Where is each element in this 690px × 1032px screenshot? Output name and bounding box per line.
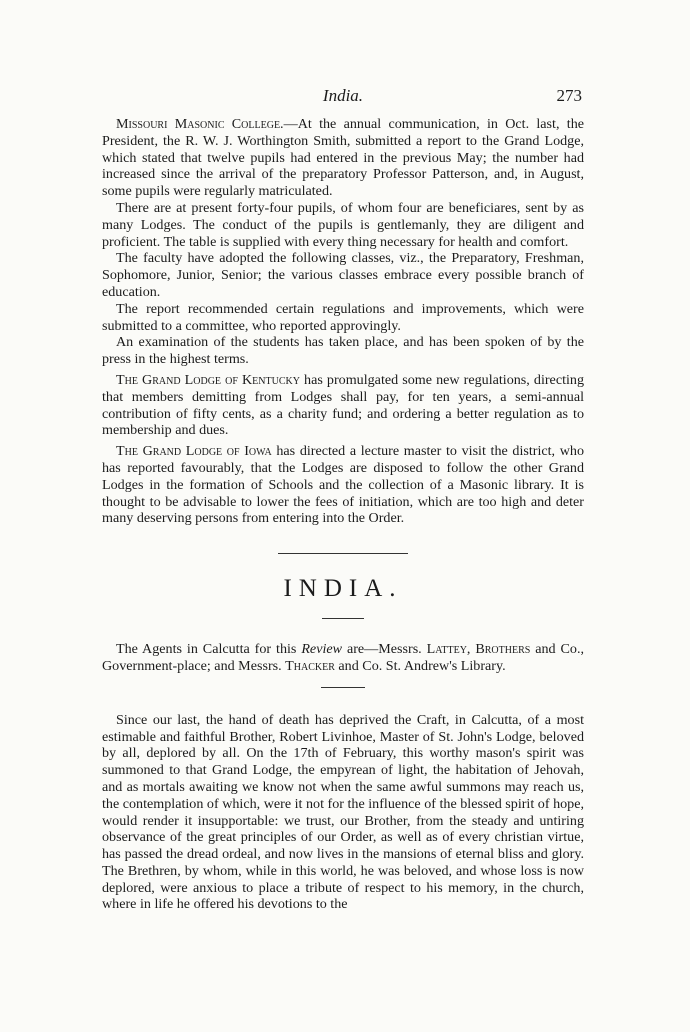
note-paragraph [102, 116, 584, 200]
obituary-paragraph: Since our last, the hand of death has deprived the Craft, in Calcutta, of a most estimable and faithful Brother, Robert Livinhoe, Master of St. John's Lodge, beloved by all, deplored by all. On the 17th of February, this worthy mason's spirit was summoned to that Grand Lodge, the empyrean of light, the habitation of Jehovah, and as mortals awaiting we know not when the same awful summons may reach us, the contemplation of which, were it not for the influence of the blessed spirit of hope, would render it insupportable: we trust, our Brother, from the steady and untiring observance of the great principles of our Order, as well as of every christian virtue, has passed the dread ordeal, and now lives in the mansions of eternal bliss and glory. The Brethren, by whom, while in this world, he was beloved, and whose loss is now deplored, were anxious to place a tribute of respect to his memory, in the church, where in life he offered his devotions to the [102, 711, 584, 913]
note-text: has directed a lecture master to visit the district, who has reported favourably, that the Lodges are disposed to follow the other Grand Lodges in the formation of Schools and the collection of a Masonic library. It is thought to be advisable to lower the fees of initiation, which are too high and deter many deserving persons from entering into the Order. [102, 443, 585, 527]
note-text: There are at present forty-four pupils, of whom four are beneficiares, sent by as many Lodges. The conduct of the pupils is gentlemanly, they are diligent and proficient. The table is supplied with every thing necessary for health and comfort. [102, 199, 584, 250]
agents-text: The Agents in Calcutta for this [116, 641, 302, 658]
agent-firm: Lattey, Brothers [426, 641, 531, 658]
note-paragraph [102, 301, 584, 335]
title-rule [322, 618, 364, 619]
note-text: —At the annual communication, in Oct. last, the President, the R. W. J. Worthington Smith, submitted a report to the Grand Lodge, which stated that twelve pupils had entered in the previous May; the number had increased since the arrival of the preparatory Professor Patterson, and, in August, some pupils were regularly matriculated. [102, 116, 584, 200]
note-paragraph [102, 334, 584, 368]
note-text: The report recommended certain regulations and improvements, which were submitted to a committee, who reported approvingly. [102, 300, 584, 334]
section-title: INDIA. [283, 575, 403, 603]
agents-text: and Co., Government-place; and Messrs. [102, 641, 585, 674]
note-text: An examination of the students has taken place, and has been spoken of by the press in the highest terms. [102, 334, 584, 368]
note-text: has promulgated some new regulations, directing that members demitting from Lodges shall pay, for ten years, a semi-annual contribution of fifty cents, as a charity fund; and ordering a better regulation as to membership and dues. [102, 371, 584, 439]
note-lead: The Grand Lodge of Iowa [116, 443, 272, 460]
page-number: 273 [556, 86, 582, 105]
agents-rule [321, 687, 365, 688]
note-text: The faculty have adopted the following classes, viz., the Preparatory, Freshman, Sophomore, Junior, Senior; the various classes embrace every possible branch of education. [102, 250, 584, 300]
note-paragraph [102, 443, 584, 527]
note-paragraph [102, 372, 584, 439]
agents-text: and Co. St. Andrew's Library. [334, 657, 506, 674]
agents-text: are—Messrs. [342, 641, 427, 658]
note-lead: Missouri Masonic College. [116, 116, 284, 132]
running-head [102, 86, 584, 116]
section-divider [278, 553, 408, 554]
note-paragraph [102, 250, 584, 300]
review-title: Review [301, 641, 343, 658]
running-title: India. [322, 86, 364, 105]
agent-firm: Thacker [285, 657, 335, 674]
agents-notice [102, 641, 584, 675]
masonic-notes [102, 116, 584, 527]
book-page [102, 86, 584, 913]
note-lead: The Grand Lodge of Kentucky [116, 371, 300, 388]
note-paragraph [102, 200, 584, 250]
